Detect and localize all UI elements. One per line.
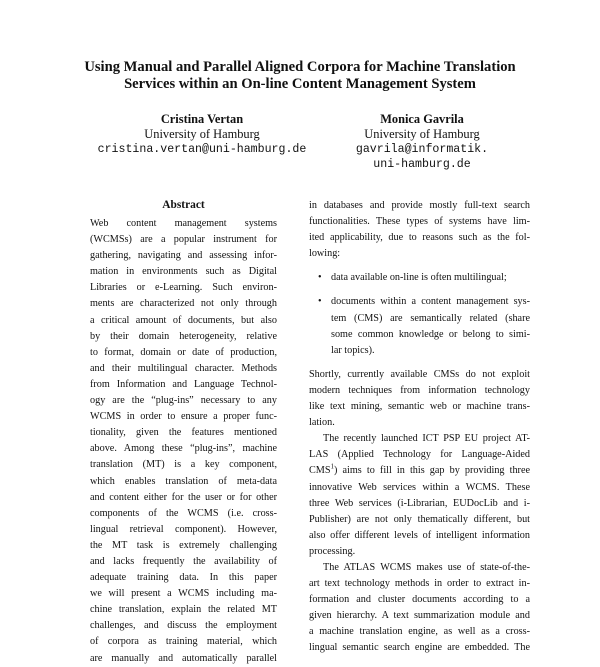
abstract-body	[90, 216, 277, 667]
author-block-1	[84, 112, 320, 157]
footnote-text: CMS	[309, 465, 331, 477]
author-email-line-1: gavrila@informatik.	[355, 143, 489, 156]
body-line: like text mining, semantic web or machine trans-	[309, 401, 530, 413]
abstract-line: challenges, and discuss the employment	[90, 620, 277, 632]
body-line: formation and cluster documents according to a	[309, 594, 530, 606]
abstract-line: adequate training data. In this paper	[90, 572, 277, 584]
author-name: Cristina Vertan	[160, 112, 244, 126]
body-line: functionalities. These types of systems have lim-	[309, 216, 530, 228]
abstract-heading: Abstract	[162, 199, 205, 211]
abstract-line: tionality, given the features mentioned	[90, 427, 277, 439]
body-line: some common knowledge or belong to simi-	[331, 328, 530, 340]
footnote-marker[interactable]: 1	[330, 463, 335, 472]
abstract-line: lingual retrieval component). However,	[90, 523, 277, 535]
body-line: processing.	[309, 545, 356, 557]
bullet-icon: •	[318, 272, 322, 284]
body-line: lingual semantic search engine are embedded. The	[309, 642, 530, 654]
body-line: The recently launched ICT PSP EU project AT-	[323, 433, 530, 445]
abstract-line: are manually and automatically parallel	[90, 652, 277, 664]
body-line: three Web services (i-Librarian, EUDocLib and i-	[309, 497, 530, 509]
abstract-line: gathering, navigating and assessing infor-	[90, 250, 277, 262]
title-line-2: Services within an On-line Content Management System	[124, 76, 476, 92]
author-block-2	[322, 112, 522, 172]
list-item	[309, 270, 530, 286]
bullet-icon: •	[318, 296, 322, 308]
body-line: tem (CMS) are semantically related (share	[331, 312, 530, 324]
footnote-text-rest: ) aims to fill in this gap by providing three	[334, 465, 530, 477]
abstract-line: we will present a WCMS including ma-	[90, 588, 277, 600]
abstract-line: mation in environments such as Digital	[90, 266, 277, 278]
body-line-with-footnote	[309, 463, 530, 479]
list-item	[309, 294, 530, 358]
body-line: also offer different levels of intelligent information	[309, 529, 530, 541]
body-line: innovative Web services within a WCMS. These	[309, 481, 530, 493]
body-line: in databases and provide mostly full-text search	[309, 200, 530, 211]
author-email-line-2: uni-hamburg.de	[373, 158, 471, 171]
body-line: Publisher) are not only thematically different, but	[309, 513, 530, 525]
body-line: ited applicability, due to reasons such as the fol-	[309, 232, 530, 244]
abstract-line: of corpora as training material, which	[90, 636, 277, 648]
abstract-line: WCMS in order to ensure a proper func-	[90, 411, 277, 423]
body-line: data available on-line is often multilingual;	[331, 272, 507, 284]
abstract-line: above. Among these “plug-ins”, machine	[90, 443, 277, 455]
body-line: a machine translation engine, as well as a cross-	[309, 626, 530, 638]
abstract-line: the MT task is extremely challenging	[90, 539, 277, 551]
body-line: lowing:	[309, 248, 341, 260]
paper-title	[60, 59, 540, 93]
abstract-line: and lacks frequently the availability of	[90, 555, 277, 567]
abstract-line: which enables translation of meta-data	[90, 475, 277, 487]
abstract-line: chine translation, explain the related MT	[90, 604, 277, 616]
body-line: Shortly, currently available CMSs do not exploit	[309, 368, 530, 380]
body-line: LAS (Applied Technology for Language-Aided	[309, 449, 530, 461]
body-line: lar topics).	[331, 344, 375, 356]
abstract-line: ments are characterized not only through	[90, 298, 277, 310]
author-name: Monica Gavrila	[380, 112, 464, 126]
author-affiliation: University of Hamburg	[364, 127, 480, 141]
abstract-line: (WCMSs) are a popular instrument for	[90, 234, 277, 246]
abstract-line: translation (MT) is a key component,	[90, 459, 277, 471]
abstract-line: a critical amount of documents, but also	[90, 314, 277, 326]
body-line: given hierarchy. A text summarization module and	[309, 610, 530, 622]
body-line: art text technology methods in order to extract in-	[309, 578, 530, 590]
title-line-1: Using Manual and Parallel Aligned Corpora for Machine Translation	[84, 59, 516, 75]
abstract-line: to format, domain or date of production,	[90, 346, 277, 358]
abstract-line: and their multilingual character. Methods	[90, 362, 277, 374]
body-column-right	[309, 198, 530, 657]
abstract-line: by their domain heterogeneity, relative	[90, 330, 277, 342]
abstract-line: Libraries or e-Learning. Such environ-	[90, 282, 277, 294]
body-line: The ATLAS WCMS makes use of state-of-the-	[323, 561, 530, 573]
body-line: documents within a content management sys-	[331, 296, 530, 308]
abstract-line: Web content management systems	[90, 218, 277, 229]
body-line: modern techniques from information technology	[309, 384, 530, 396]
abstract-line: components of the WCMS (i.e. cross-	[90, 507, 277, 519]
author-email: cristina.vertan@uni-hamburg.de	[97, 143, 307, 156]
author-affiliation: University of Hamburg	[144, 127, 260, 141]
abstract-line: and content either for the user or for other	[90, 491, 277, 503]
body-line: lation.	[309, 417, 335, 429]
abstract-line: ogy are the “plug-ins” necessary to any	[90, 395, 277, 407]
abstract-line: from Information and Language Technol-	[90, 378, 277, 390]
